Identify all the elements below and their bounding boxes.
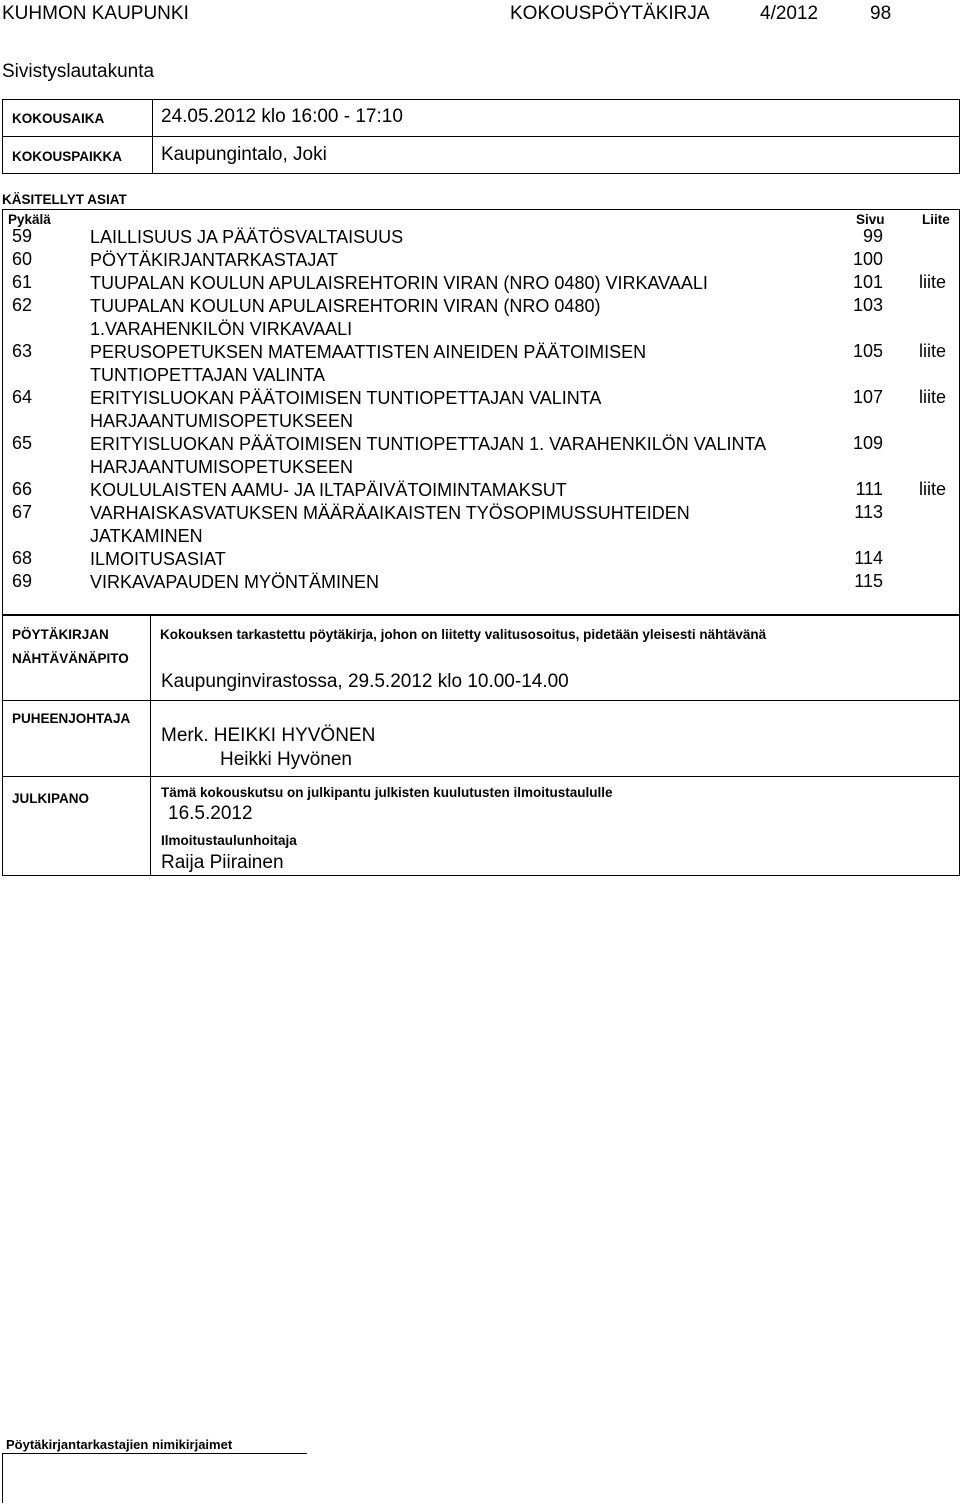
display-label-line1: PÖYTÄKIRJAN bbox=[12, 627, 109, 642]
item-number: 61 bbox=[12, 272, 33, 292]
display-label-line2: NÄHTÄVÄNÄPITO bbox=[12, 651, 129, 666]
item-number: 66 bbox=[12, 479, 33, 499]
chair-signed: Merk. HEIKKI HYVÖNEN bbox=[161, 725, 376, 746]
meeting-time-label: KOKOUSAIKA bbox=[12, 111, 105, 126]
item-title: PÖYTÄKIRJANTARKASTAJAT bbox=[90, 250, 339, 270]
item-number: 59 bbox=[12, 226, 33, 246]
table-row bbox=[0, 272, 960, 295]
item-page: 101 bbox=[852, 272, 883, 292]
display-location: Kaupunginvirastossa, 29.5.2012 klo 10.00-14.00 bbox=[161, 671, 569, 692]
item-title: LAILLISUUS JA PÄÄTÖSVALTAISUUS bbox=[90, 227, 404, 247]
meeting-time-value: 24.05.2012 klo 16:00 - 17:10 bbox=[161, 106, 403, 127]
item-number: 60 bbox=[12, 249, 33, 269]
committee-name: Sivistyslautakunta bbox=[2, 61, 155, 82]
item-title: PERUSOPETUKSEN MATEMAATTISTEN AINEIDEN PÄÄTOIMISEN TUNTIOPETTAJAN VALINTA bbox=[90, 342, 647, 385]
column-header-section: Pykälä bbox=[8, 212, 51, 227]
meeting-place-value: Kaupungintalo, Joki bbox=[161, 144, 327, 165]
table-row bbox=[0, 502, 960, 546]
item-page: 107 bbox=[852, 387, 883, 407]
signatures-label: Pöytäkirjantarkastajien nimikirjaimet bbox=[6, 1437, 233, 1452]
item-number: 68 bbox=[12, 548, 33, 568]
item-title: VIRKAVAPAUDEN MYÖNTÄMINEN bbox=[90, 572, 380, 592]
document-type: KOKOUSPÖYTÄKIRJA bbox=[510, 3, 710, 24]
table-row bbox=[0, 249, 960, 272]
column-header-page: Sivu bbox=[856, 212, 885, 227]
item-page: 99 bbox=[862, 226, 883, 246]
item-page: 105 bbox=[852, 341, 883, 361]
chair-label: PUHEENJOHTAJA bbox=[12, 711, 131, 726]
item-number: 69 bbox=[12, 571, 33, 591]
item-attachment: liite bbox=[919, 479, 947, 499]
table-row bbox=[0, 387, 960, 431]
posting-date: 16.5.2012 bbox=[168, 803, 253, 824]
table-row bbox=[0, 548, 960, 571]
item-attachment: liite bbox=[919, 272, 947, 292]
city-name: KUHMON KAUPUNKI bbox=[2, 3, 189, 24]
item-attachment: liite bbox=[919, 341, 947, 361]
document-number: 4/2012 bbox=[760, 3, 819, 24]
item-title: TUUPALAN KOULUN APULAISREHTORIN VIRAN (NRO 0480) VIRKAVAALI bbox=[90, 273, 708, 293]
posting-label: JULKIPANO bbox=[12, 791, 90, 806]
table-row bbox=[0, 433, 960, 477]
agenda-section-title: KÄSITELLYT ASIAT bbox=[2, 192, 127, 207]
item-title: VARHAISKASVATUKSEN MÄÄRÄAIKAISTEN TYÖSOPIMUSSUHTEIDEN JATKAMINEN bbox=[90, 503, 690, 546]
item-page: 114 bbox=[854, 548, 883, 568]
item-page: 100 bbox=[852, 249, 883, 269]
item-attachment: liite bbox=[919, 387, 947, 407]
posting-keeper-label: Ilmoitustaulunhoitaja bbox=[161, 833, 297, 848]
item-number: 63 bbox=[12, 341, 33, 361]
posting-keeper-name: Raija Piirainen bbox=[161, 852, 284, 873]
item-title: TUUPALAN KOULUN APULAISREHTORIN VIRAN (NRO 0480) 1.VARAHENKILÖN VIRKAVAALI bbox=[90, 296, 601, 339]
page-number: 98 bbox=[870, 3, 892, 24]
table-row bbox=[0, 479, 960, 502]
chair-name: Heikki Hyvönen bbox=[220, 749, 352, 770]
posting-note: Tämä kokouskutsu on julkipantu julkisten kuulutusten ilmoitustaululle bbox=[161, 785, 613, 800]
table-row bbox=[0, 341, 960, 385]
table-row bbox=[0, 226, 960, 249]
item-title: KOULULAISTEN AAMU- JA ILTAPÄIVÄTOIMINTAMAKSUT bbox=[90, 480, 567, 500]
item-number: 67 bbox=[12, 502, 33, 522]
item-title: ILMOITUSASIAT bbox=[90, 549, 226, 569]
meeting-place-label: KOKOUSPAIKKA bbox=[12, 149, 123, 164]
item-page: 115 bbox=[854, 571, 883, 591]
item-page: 109 bbox=[852, 433, 883, 453]
item-page: 111 bbox=[855, 479, 883, 499]
display-note: Kokouksen tarkastettu pöytäkirja, johon on liitetty valitusosoitus, pidetään yleisesti nähtävänä bbox=[160, 627, 767, 642]
item-title: ERITYISLUOKAN PÄÄTOIMISEN TUNTIOPETTAJAN VALINTA HARJAANTUMISOPETUKSEEN bbox=[90, 388, 601, 431]
table-row bbox=[0, 295, 960, 339]
item-number: 65 bbox=[12, 433, 33, 453]
column-header-attachment: Liite bbox=[922, 212, 950, 227]
item-page: 103 bbox=[852, 295, 883, 315]
item-title: ERITYISLUOKAN PÄÄTOIMISEN TUNTIOPETTAJAN 1. VARAHENKILÖN VALINTA HARJAANTUMISOPETUKSEEN bbox=[90, 434, 766, 477]
item-page: 113 bbox=[854, 502, 883, 522]
table-row bbox=[0, 571, 960, 594]
item-number: 62 bbox=[12, 295, 33, 315]
item-number: 64 bbox=[12, 387, 33, 407]
